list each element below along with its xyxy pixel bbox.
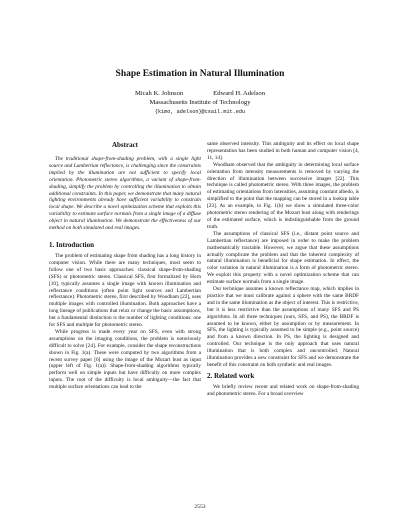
- body-paragraph: We briefly review recent and related work on shape-from-shading and photometric stereo. For a broad overview: [207, 383, 359, 397]
- body-paragraph: Our technique assumes a known reflectance map, which implies in practice that we must calibrate against a sphere with the same BRDF and in the same illumination as the object of interest. This is restrictive, but it is less restrictive than the assumptions of many SFS and PS algorithms. In all three techniques (ours, SFS, and PS), the BRDF is assumed to be known, either by assumption or by measurement. In SFS, the lighting is typically assumed to be simple (e.g., point source) and from a known direction. In PS, the lighting is designed and controlled. Our technique is the only approach that uses natural illumination that is both complex and uncontrolled. Natural illumination provides a new constraint for SFS and we demonstrate the benefit of this constraint on both synthetic and real images.: [207, 286, 359, 368]
- author-name: Micah K. Johnson: [135, 90, 184, 97]
- left-column: [49, 141, 201, 391]
- body-paragraph: Woodham observed that the ambiguity in determining local surface orientation from intensity measurements is removed by varying the direction of illumination between successive images [22]. This technique is called photometric stereo. With three images, the problem of estimating orientations from intensities, assuming constant albedo, is simplified to the point that the mapping can be stored in a lookup table [23]. As an example, in Fig. 1(b) we show a simulated three-color photometric stereo rendering of the Mozart bust along with renderings of the estimated surface, which is indistinguishable from the ground truth.: [207, 161, 359, 230]
- section-heading-related-work: 2. Related work: [207, 371, 255, 380]
- body-paragraph: same observed intensity. This ambiguity and its effect on local shape representation has been studied in both human and computer vision [4, 11, 14].: [207, 141, 359, 161]
- body-paragraph: While progress is made every year on SFS, even with strong assumptions on the imaging conditions, the problem is notoriously difficult to solve [24]. For example, consider the shape reconstructions shown in Fig. 1(a). These were computed by two algorithms from a recent survey paper [6] using the image of the Mozart bust as input (upper left of Fig. 1(a)). Shape-from-shading algorithms typically perform well on simple inputs but have difficulty on more complex inputs. The root of the difficulty is local ambiguity—the fact that multiple surface orientations can lead to the: [49, 328, 201, 391]
- abstract-text: The traditional shape-from-shading problem, with a single light source and Lambertian reflectance, is challenging since the constraints implied by the illumination are not sufficient to specify local orientation. Photometric stereo algorithms, a variant of shape-from-shading, simplify the problem by controlling the illumination to obtain additional constraints. In this paper, we demonstrate that many natural lighting environments already have sufficient variability to constrain local shape. We describe a novel optimization scheme that exploits this variability to estimate surface normals from a single image of a diffuse object in natural illumination. We demonstrate the effectiveness of our method on both simulated and real images.: [49, 156, 201, 232]
- paper-title: Shape Estimation in Natural Illumination: [115, 69, 285, 79]
- body-paragraph: The problem of estimating shape from shading has a long history in computer vision. While there are many techniques, most seem to follow one of two basic approaches: classical shape-from-shading (SFS) or photometric stereo. Classical SFS, first formalized by Horn [10], typically assumes a single image with known illumination and reflectance conditions (often point light sources and Lambertian reflectance). Photometric stereo, first described by Woodham [22], uses multiple images with controlled illumination. Both approaches have a long lineage of publications that relax or change the basic assumptions, but a fundamental distinction is the number of lighting conditions: one for SFS and multiple for photometric stereo.: [49, 252, 201, 329]
- page-number: 2553: [194, 504, 206, 510]
- author-list: [40, 90, 360, 98]
- right-column: [207, 141, 359, 398]
- author-name: Edward H. Adelson: [213, 90, 265, 97]
- author-email: {kimo, adelson}@csail.mit.edu: [154, 109, 246, 115]
- affiliation: Massachusetts Institute of Technology: [149, 99, 251, 106]
- abstract-heading: Abstract: [111, 141, 139, 149]
- section-heading-introduction: 1. Introduction: [49, 240, 94, 249]
- body-paragraph: The assumptions of classical SFS (i.e., distant point source and Lambertian reflectance) are imposed in order to make the problem mathematically tractable. However, we argue that these assumptions actually complicate the problem and that the inherent complexity of natural illumination is beneficial for shape estimation. In effect, the color variation in natural illumination is a form of photometric stereo. We exploit this property with a novel optimization scheme that can estimate surface normals from a single image.: [207, 230, 359, 286]
